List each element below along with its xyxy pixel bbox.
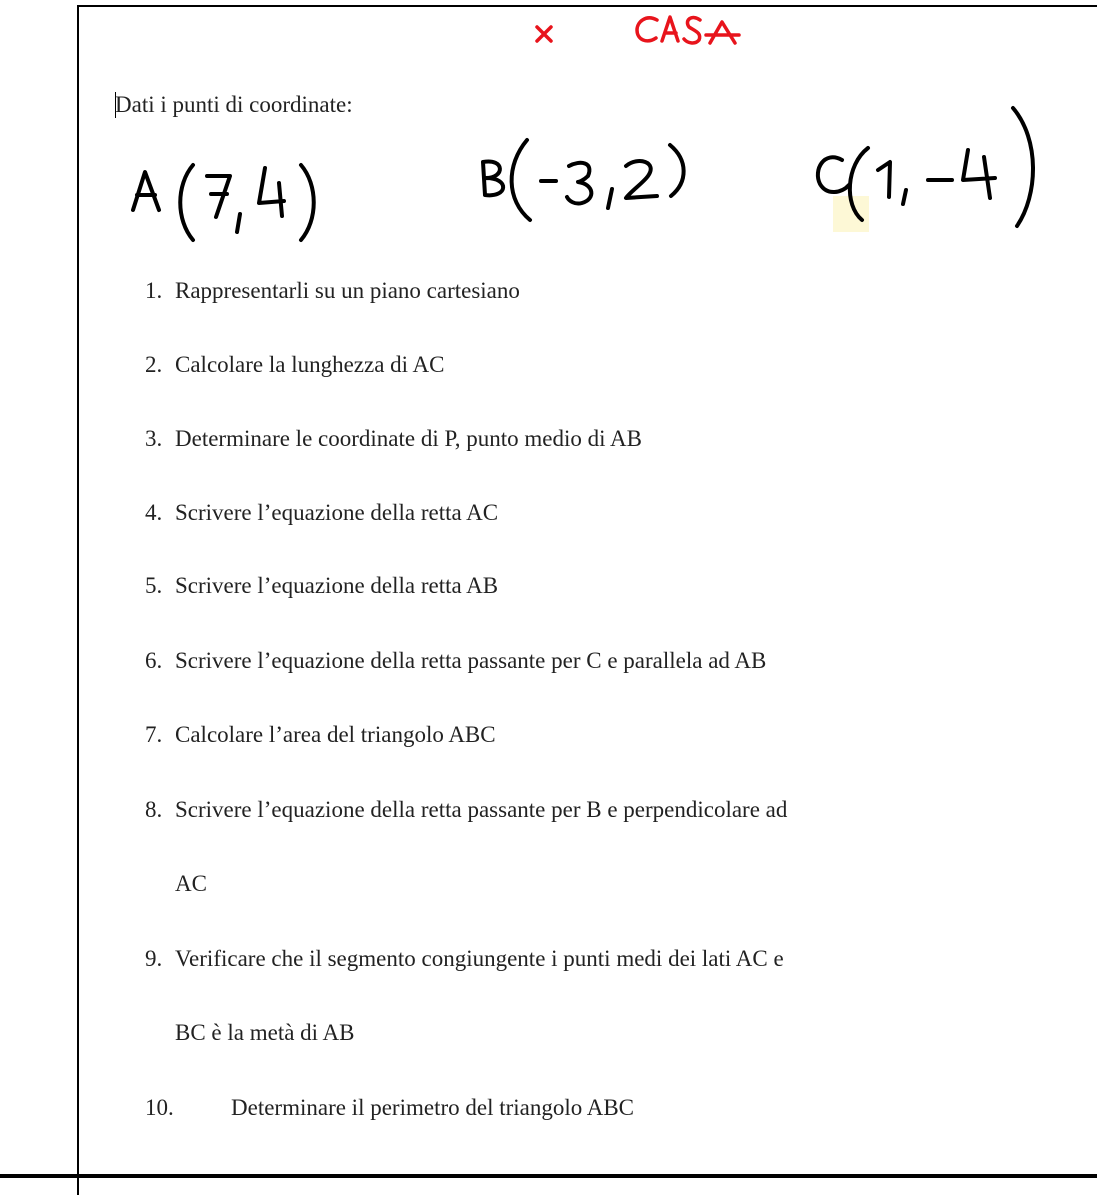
point-c-handwritten xyxy=(818,108,1033,226)
item-number: 7. xyxy=(145,722,163,747)
annotation-casa-label xyxy=(637,17,739,43)
item-text: Determinare le coordinate di P, punto medio di AB xyxy=(175,426,642,451)
item-number: 3. xyxy=(145,426,163,451)
item-text-continuation: BC è la metà di AB xyxy=(175,1020,355,1045)
point-a-handwritten xyxy=(133,165,314,240)
item-number: 1. xyxy=(145,278,163,303)
item-text: Calcolare la lunghezza di AC xyxy=(175,352,445,377)
item-text: Verificare che il segmento congiungente i punti medi dei lati AC e xyxy=(175,946,784,971)
item-text: Scrivere l’equazione della retta passante per C e parallela ad AB xyxy=(175,648,767,673)
item-number: 8. xyxy=(145,797,163,822)
item-number: 10. xyxy=(145,1095,174,1120)
casa-annotation xyxy=(537,17,739,43)
annotation-x-mark xyxy=(537,27,551,41)
item-number: 9. xyxy=(145,946,163,971)
item-text-continuation: AC xyxy=(175,871,207,896)
item-text: Rappresentarli su un piano cartesiano xyxy=(175,278,520,303)
item-number: 4. xyxy=(145,500,163,525)
item-text: Scrivere l’equazione della retta passante per B e perpendicolare ad xyxy=(175,797,788,822)
item-number: 5. xyxy=(145,573,163,598)
item-text: Calcolare l’area del triangolo ABC xyxy=(175,722,496,747)
item-text: Scrivere l’equazione della retta AC xyxy=(175,500,499,525)
item-number: 2. xyxy=(145,352,163,377)
item-number: 6. xyxy=(145,648,163,673)
item-text: Scrivere l’equazione della retta AB xyxy=(175,573,499,598)
item-text: Determinare il perimetro del triangolo ABC xyxy=(231,1095,635,1120)
intro-text: Dati i punti di coordinate: xyxy=(115,92,353,117)
point-b-handwritten xyxy=(483,140,684,220)
